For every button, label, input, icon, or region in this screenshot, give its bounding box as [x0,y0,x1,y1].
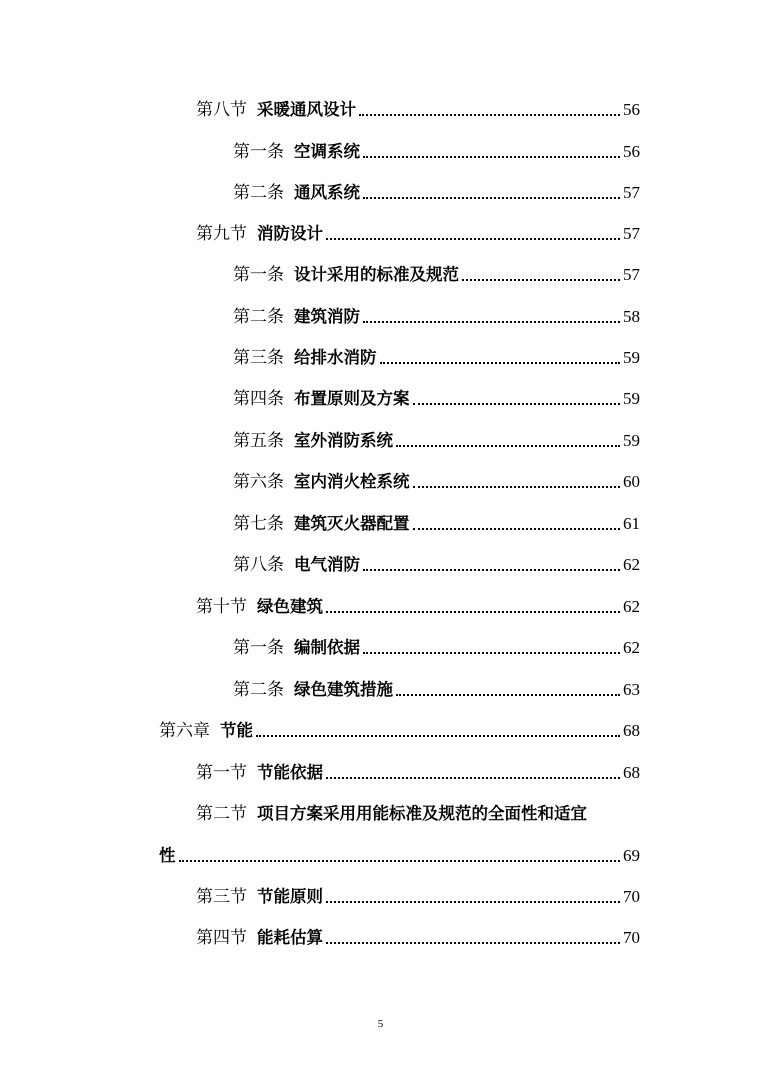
toc-title-continuation: 性 [159,846,176,865]
toc-label: 第一条 [233,265,284,285]
toc-label: 第七条 [233,514,284,534]
toc-title: 绿色建筑 [257,597,323,616]
toc-page-number: 59 [623,348,640,367]
dot-leader [326,777,620,779]
toc-entry[interactable] [233,386,640,410]
toc-entry-continuation[interactable] [159,843,640,867]
dot-leader [413,486,621,488]
toc-label: 第四节 [196,928,247,948]
toc-label: 第二节 [196,804,247,824]
toc-entry[interactable] [233,677,640,701]
toc-page-number: 62 [623,638,640,657]
toc-label: 第九节 [196,224,247,244]
toc-page-number: 70 [623,887,640,906]
toc-title: 室内消火栓系统 [294,472,410,491]
dot-leader [396,445,620,447]
toc-label: 第一条 [233,142,284,162]
toc-title: 给排水消防 [294,348,377,367]
toc-entry[interactable] [233,304,640,328]
toc-entry[interactable] [233,552,640,576]
toc-title: 采暖通风设计 [257,100,356,119]
toc-entry[interactable] [233,139,640,163]
toc-page-number: 56 [623,100,640,119]
toc-entry[interactable] [233,345,640,369]
dot-leader [363,156,620,158]
toc-entry[interactable] [196,925,640,949]
toc-title: 节能依据 [257,763,323,782]
toc-label: 第六条 [233,472,284,492]
toc-title: 通风系统 [294,183,360,202]
toc-page-number: 61 [623,514,640,533]
dot-leader [363,652,620,654]
toc-label: 第八节 [196,100,247,120]
toc-label: 第四条 [233,389,284,409]
toc-title: 能耗估算 [257,928,323,947]
toc-entry[interactable] [196,594,640,618]
toc-entry[interactable] [233,635,640,659]
dot-leader [179,860,621,862]
dot-leader [396,694,620,696]
dot-leader [363,569,620,571]
toc-page-number: 59 [623,431,640,450]
toc-entry-wrapped[interactable] [196,801,640,825]
dot-leader [380,362,621,364]
toc-entry[interactable] [196,760,640,784]
toc-page-number: 57 [623,224,640,243]
toc-entry[interactable] [196,884,640,908]
toc-page-number: 59 [623,389,640,408]
toc-title: 布置原则及方案 [294,389,410,408]
toc-entry[interactable] [233,428,640,452]
toc-page-number: 58 [623,307,640,326]
toc-title: 编制依据 [294,638,360,657]
toc-entry[interactable] [196,221,640,245]
toc-page-number: 57 [623,265,640,284]
dot-leader [326,901,620,903]
dot-leader [363,197,620,199]
toc-page-number: 56 [623,142,640,161]
toc-title: 设计采用的标准及规范 [294,265,459,284]
dot-leader [326,942,620,944]
dot-leader [326,238,620,240]
toc-page-number: 62 [623,597,640,616]
toc-title: 室外消防系统 [294,431,393,450]
dot-leader [256,735,620,737]
toc-page-number: 62 [623,555,640,574]
toc-entry[interactable] [233,469,640,493]
toc-title: 绿色建筑措施 [294,680,393,699]
dot-leader [359,114,620,116]
toc-page-number: 70 [623,928,640,947]
toc-title: 电气消防 [294,555,360,574]
toc-label: 第五条 [233,431,284,451]
toc-title: 节能 [220,721,253,740]
toc-entry[interactable] [233,511,640,535]
toc-entry[interactable] [196,97,640,121]
toc-page-number: 68 [623,721,640,740]
toc-page-number: 57 [623,183,640,202]
toc-label: 第三条 [233,348,284,368]
dot-leader [413,403,621,405]
toc-entry-chapter[interactable] [159,718,640,742]
toc-title: 建筑消防 [294,307,360,326]
toc-title: 空调系统 [294,142,360,161]
toc-title: 消防设计 [257,224,323,243]
toc-label: 第二条 [233,307,284,327]
toc-page-number: 60 [623,472,640,491]
toc-label: 第二条 [233,183,284,203]
toc-label: 第三节 [196,887,247,907]
toc-title: 项目方案采用用能标准及规范的全面性和适宜 [257,804,587,823]
toc-page-number: 68 [623,763,640,782]
toc-entry[interactable] [233,262,640,286]
dot-leader [326,611,620,613]
toc-page-number: 63 [623,680,640,699]
toc-page-number: 69 [623,846,640,865]
toc-title: 节能原则 [257,887,323,906]
toc-label: 第十节 [196,597,247,617]
footer-page-number: 5 [377,1018,384,1030]
toc-entry[interactable] [233,180,640,204]
toc-label: 第一节 [196,763,247,783]
toc-label: 第八条 [233,555,284,575]
toc-label: 第二条 [233,680,284,700]
dot-leader [462,279,620,281]
dot-leader [413,528,621,530]
toc-label: 第一条 [233,638,284,658]
toc-label: 第六章 [159,721,210,741]
toc-title: 建筑灭火器配置 [294,514,410,533]
dot-leader [363,321,620,323]
